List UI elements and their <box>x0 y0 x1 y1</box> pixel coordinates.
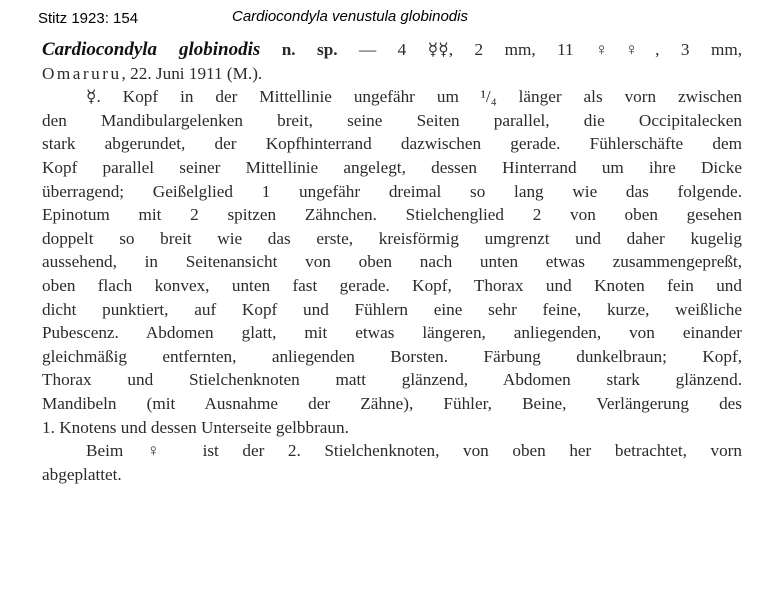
text-line: ☿. Kopf in der Mittellinie ungefähr um ¹/₄ länger als vorn zwischen <box>86 87 742 107</box>
text-line: Kopf parallel seiner Mittellinie angelegt, dessen Hinterrand um ihre Dicke <box>42 157 742 177</box>
locality: Omaruru <box>42 63 122 83</box>
text-line: Pubescenz. Abdomen glatt, mit etwas längeren, anliegenden, von einander <box>42 323 742 343</box>
text-line: den Mandibulargelenken breit, seine Seiten parallel, die Occipitalecken <box>42 110 742 130</box>
text-line: stark abgerundet, der Kopfhinterrand dazwischen gerade. Fühlerschäfte dem <box>42 134 742 154</box>
collection-date: , 22. Juni 1911 (M.). <box>121 63 263 83</box>
text-line: abgeplattet. <box>42 464 122 484</box>
text-line: oben flach konvex, unten fast gerade. Kopf, Thorax und Knoten fein und <box>42 275 742 295</box>
text-line: überragend; Geißelglied 1 ungefähr dreimal so lang wie das folgende. <box>42 181 742 201</box>
taxon-label: Cardiocondyla venustula globinodis <box>232 8 468 25</box>
text-line: gleichmäßig entfernten, anliegenden Borsten. Färbung dunkelbraun; Kopf, <box>42 346 742 366</box>
text-line: aussehend, in Seitenansicht von oben nach unten etwas zusammengepreßt, <box>42 252 742 272</box>
citation-label: Stitz 1923: 154 <box>38 10 139 27</box>
text-line: dicht punktiert, auf Kopf und Fühlern eine sehr feine, kurze, weißliche <box>42 299 742 319</box>
specimen-counts: — 4 ☿☿, 2 mm, 11 ♀♀, 3 mm, <box>337 40 743 59</box>
text-line: Mandibeln (mit Ausnahme der Zähne), Fühler, Beine, Verlängerung des <box>42 393 742 413</box>
species-name: Cardiocondyla globinodis <box>42 39 261 60</box>
text-line <box>42 38 742 62</box>
text-line <box>42 62 742 86</box>
species-description <box>42 38 742 486</box>
new-species-marker: n. sp. <box>260 40 338 59</box>
text-line: 1. Knotens und dessen Unterseite gelbbraun. <box>42 417 349 437</box>
text-line: Beim ♀ ist der 2. Stielchenknoten, von oben her betrachtet, vorn <box>86 441 742 461</box>
text-line: Epinotum mit 2 spitzen Zähnchen. Stielchenglied 2 von oben gesehen <box>42 205 742 225</box>
text-line: Thorax und Stielchenknoten matt glänzend, Abdomen stark glänzend. <box>42 370 742 390</box>
text-line: doppelt so breit wie das erste, kreisförmig umgrenzt und daher kugelig <box>42 228 742 248</box>
